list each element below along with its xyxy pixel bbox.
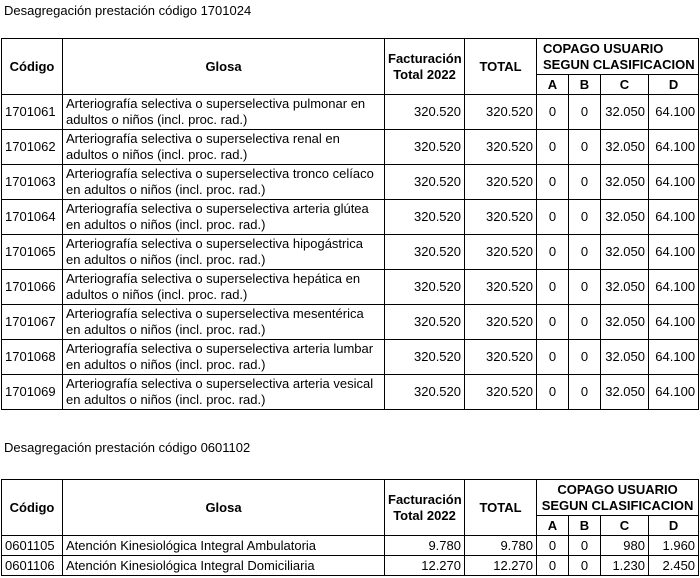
cell-glosa: Arteriografía selectiva o superselectiva renal en adultos o niños (incl. proc. rad.) [63, 130, 385, 165]
table-row [2, 375, 699, 410]
table-row [2, 235, 699, 270]
cell-glosa: Arteriografía selectiva o superselectiva arteria vesical en adultos o niños (incl. proc. rad.) [63, 375, 385, 410]
cell-c: 32.050 [601, 375, 649, 410]
cell-total: 320.520 [465, 130, 537, 165]
table-row [2, 556, 699, 576]
cell-d: 64.100 [649, 235, 699, 270]
cell-a: 0 [537, 305, 569, 340]
cell-facturacion: 320.520 [385, 235, 465, 270]
header-d: D [649, 516, 699, 536]
cell-glosa: Atención Kinesiológica Integral Domiciliaria [63, 556, 385, 576]
cell-codigo: 1701065 [2, 235, 63, 270]
table-row [2, 340, 699, 375]
cell-glosa: Arteriografía selectiva o superselectiva arteria glútea en adultos o niños (incl. proc. rad.) [63, 200, 385, 235]
header-a: A [537, 75, 569, 95]
table-row [2, 536, 699, 556]
cell-d: 64.100 [649, 375, 699, 410]
cell-d: 64.100 [649, 165, 699, 200]
cell-total: 320.520 [465, 235, 537, 270]
cell-b: 0 [569, 556, 601, 576]
cell-d: 64.100 [649, 270, 699, 305]
cell-glosa: Arteriografía selectiva o superselectiva hepática en adultos o niños (incl. proc. rad.) [63, 270, 385, 305]
cell-b: 0 [569, 375, 601, 410]
header-d: D [649, 75, 699, 95]
cell-glosa: Arteriografía selectiva o superselectiva pulmonar en adultos o niños (incl. proc. rad.) [63, 95, 385, 130]
cell-total: 320.520 [465, 375, 537, 410]
cell-b: 0 [569, 270, 601, 305]
cell-facturacion: 320.520 [385, 200, 465, 235]
table-row [2, 130, 699, 165]
header-c: C [601, 75, 649, 95]
cell-total: 320.520 [465, 95, 537, 130]
cell-d: 64.100 [649, 95, 699, 130]
cell-facturacion: 320.520 [385, 305, 465, 340]
cell-facturacion: 320.520 [385, 130, 465, 165]
cell-codigo: 1701063 [2, 165, 63, 200]
cell-b: 0 [569, 536, 601, 556]
cell-b: 0 [569, 340, 601, 375]
cell-glosa: Arteriografía selectiva o superselectiva hipogástrica en adultos o niños (incl. proc. rad.) [63, 235, 385, 270]
table-0601102 [1, 479, 699, 576]
cell-facturacion: 12.270 [385, 556, 465, 576]
header-glosa: Glosa [63, 39, 385, 95]
header-total: TOTAL [465, 480, 537, 536]
cell-glosa: Arteriografía selectiva o superselectiva mesentérica en adultos o niños (incl. proc. rad.) [63, 305, 385, 340]
cell-b: 0 [569, 130, 601, 165]
cell-total: 320.520 [465, 305, 537, 340]
cell-d: 64.100 [649, 130, 699, 165]
cell-c: 32.050 [601, 165, 649, 200]
cell-a: 0 [537, 95, 569, 130]
cell-d: 64.100 [649, 305, 699, 340]
header-copago: COPAGO USUARIO SEGUN CLASIFICACION [537, 480, 699, 516]
cell-facturacion: 9.780 [385, 536, 465, 556]
header-codigo: Código [2, 480, 63, 536]
cell-a: 0 [537, 340, 569, 375]
cell-codigo: 0601106 [2, 556, 63, 576]
cell-facturacion: 320.520 [385, 95, 465, 130]
section1-title: Desagregación prestación código 1701024 [4, 3, 252, 18]
cell-d: 2.450 [649, 556, 699, 576]
cell-b: 0 [569, 200, 601, 235]
cell-glosa: Arteriografía selectiva o superselectiva tronco celíaco en adultos o niños (incl. proc. rad.) [63, 165, 385, 200]
cell-codigo: 1701062 [2, 130, 63, 165]
cell-glosa: Atención Kinesiológica Integral Ambulatoria [63, 536, 385, 556]
table-row [2, 270, 699, 305]
cell-facturacion: 320.520 [385, 375, 465, 410]
cell-a: 0 [537, 556, 569, 576]
cell-codigo: 1701068 [2, 340, 63, 375]
cell-codigo: 1701061 [2, 95, 63, 130]
cell-total: 320.520 [465, 340, 537, 375]
cell-a: 0 [537, 165, 569, 200]
cell-a: 0 [537, 270, 569, 305]
cell-total: 320.520 [465, 200, 537, 235]
cell-c: 32.050 [601, 270, 649, 305]
section2-title: Desagregación prestación código 0601102 [4, 440, 251, 455]
cell-d: 1.960 [649, 536, 699, 556]
header-glosa: Glosa [63, 480, 385, 536]
cell-b: 0 [569, 165, 601, 200]
table-row [2, 165, 699, 200]
cell-codigo: 1701066 [2, 270, 63, 305]
cell-d: 64.100 [649, 200, 699, 235]
cell-a: 0 [537, 200, 569, 235]
header-b: B [569, 75, 601, 95]
cell-codigo: 1701067 [2, 305, 63, 340]
cell-facturacion: 320.520 [385, 340, 465, 375]
cell-c: 32.050 [601, 340, 649, 375]
header-total: TOTAL [465, 39, 537, 95]
cell-codigo: 0601105 [2, 536, 63, 556]
cell-c: 980 [601, 536, 649, 556]
cell-b: 0 [569, 305, 601, 340]
cell-a: 0 [537, 536, 569, 556]
cell-facturacion: 320.520 [385, 270, 465, 305]
cell-facturacion: 320.520 [385, 165, 465, 200]
cell-total: 9.780 [465, 536, 537, 556]
table-row [2, 95, 699, 130]
header-b: B [569, 516, 601, 536]
cell-total: 320.520 [465, 165, 537, 200]
cell-c: 32.050 [601, 130, 649, 165]
cell-a: 0 [537, 235, 569, 270]
cell-b: 0 [569, 95, 601, 130]
cell-d: 64.100 [649, 340, 699, 375]
cell-c: 32.050 [601, 305, 649, 340]
table-1701024 [1, 38, 699, 410]
cell-glosa: Arteriografía selectiva o superselectiva arteria lumbar en adultos o niños (incl. proc. rad.) [63, 340, 385, 375]
header-facturacion: Facturación Total 2022 [385, 480, 465, 536]
cell-c: 32.050 [601, 200, 649, 235]
cell-codigo: 1701064 [2, 200, 63, 235]
cell-codigo: 1701069 [2, 375, 63, 410]
cell-c: 32.050 [601, 95, 649, 130]
cell-total: 320.520 [465, 270, 537, 305]
header-c: C [601, 516, 649, 536]
header-codigo: Código [2, 39, 63, 95]
cell-b: 0 [569, 235, 601, 270]
cell-a: 0 [537, 130, 569, 165]
header-a: A [537, 516, 569, 536]
header-facturacion: Facturación Total 2022 [385, 39, 465, 95]
header-copago: COPAGO USUARIO SEGUN CLASIFICACION [537, 39, 699, 75]
cell-total: 12.270 [465, 556, 537, 576]
cell-a: 0 [537, 375, 569, 410]
table-row [2, 305, 699, 340]
table-row [2, 200, 699, 235]
cell-c: 1.230 [601, 556, 649, 576]
cell-c: 32.050 [601, 235, 649, 270]
